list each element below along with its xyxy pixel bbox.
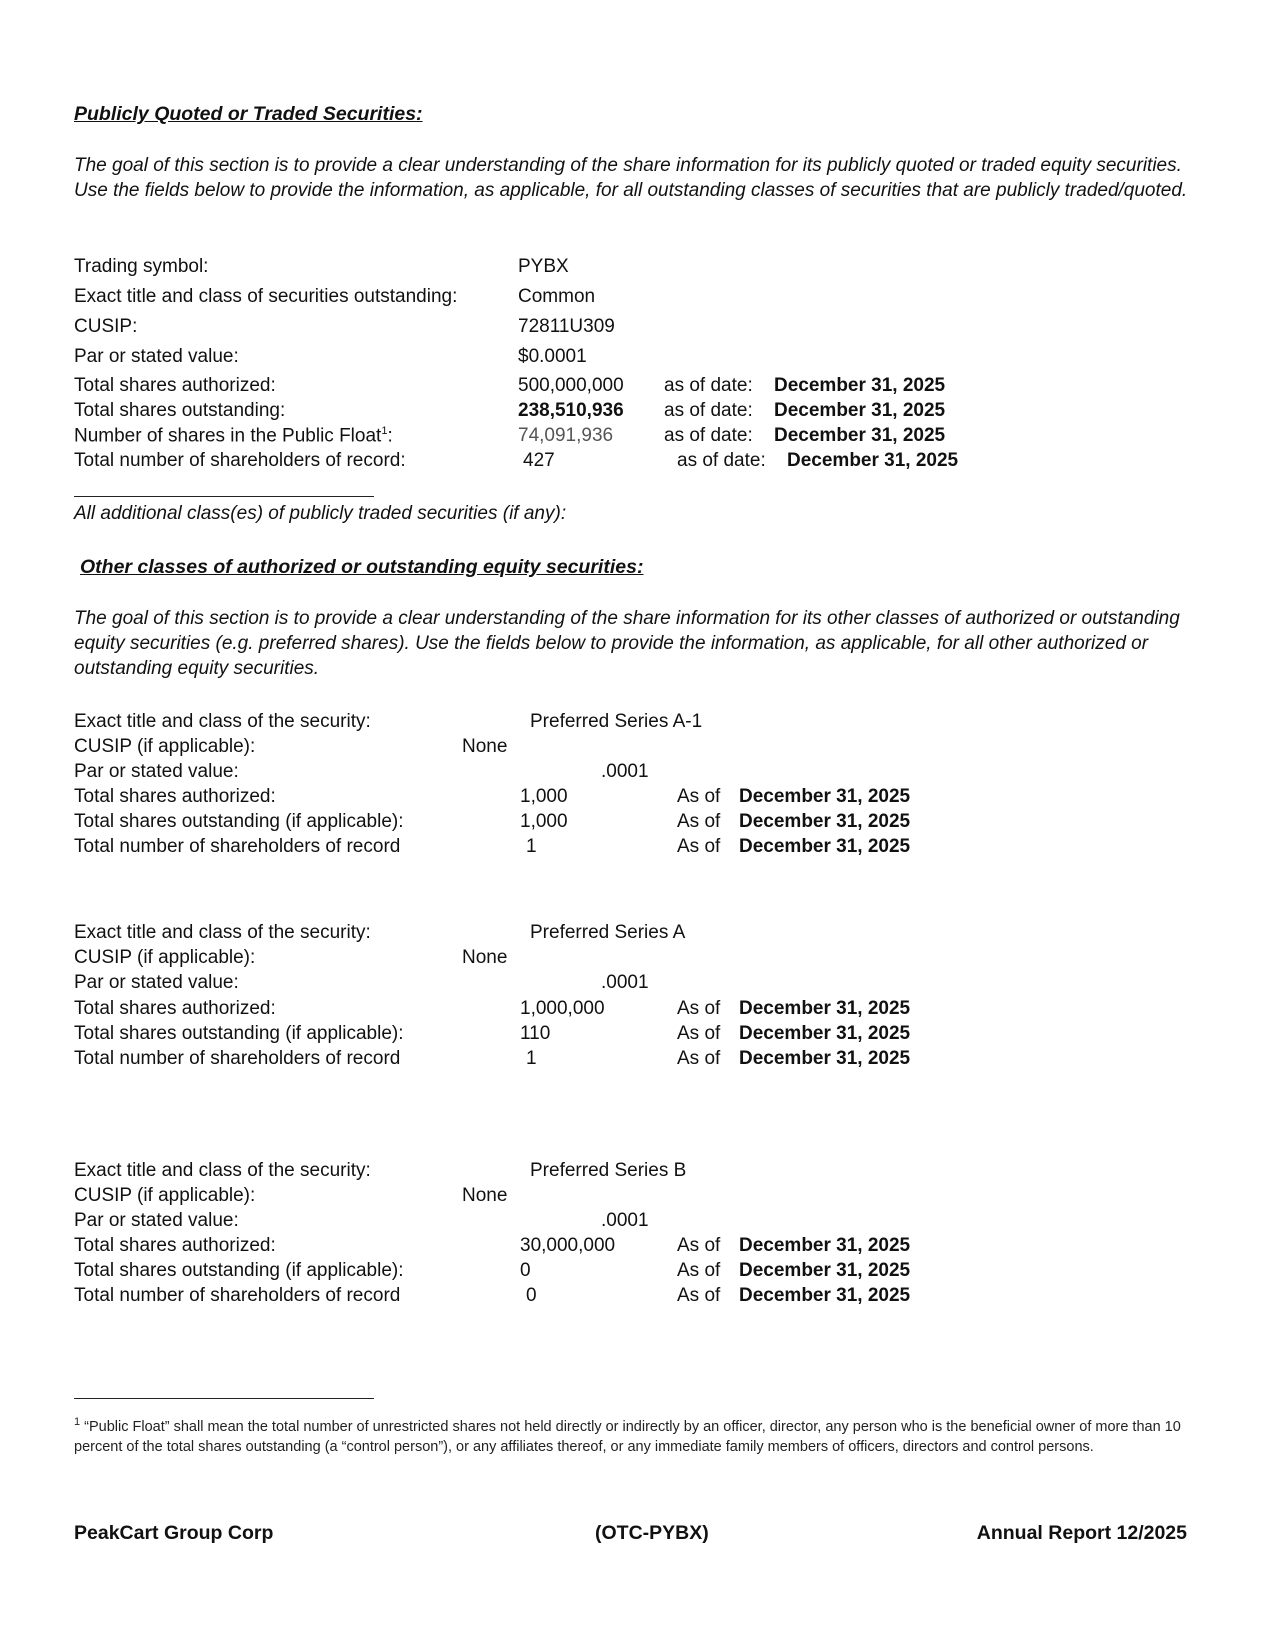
as-of-label: as of date: [664, 425, 753, 446]
shares-outstanding-label: Total shares outstanding: [74, 400, 286, 421]
public-float-colon: : [387, 425, 393, 447]
divider-line [74, 496, 374, 497]
as-of-label: As of [677, 1023, 721, 1044]
shares-authorized-value: 500,000,000 [518, 375, 624, 396]
par-value-label: Par or stated value: [74, 346, 239, 367]
as-of-date: December 31, 2025 [739, 1235, 911, 1256]
cusip-value: None [462, 1185, 508, 1206]
as-of-date: December 31, 2025 [739, 786, 911, 807]
cusip-label: CUSIP: [74, 316, 138, 337]
shares-outstanding-value: 1,000 [520, 811, 568, 832]
as-of-label: As of [677, 1285, 721, 1306]
shares-outstanding-value: 238,510,936 [518, 400, 624, 421]
cusip-value: 72811U309 [518, 316, 615, 337]
shares-outstanding-value: 110 [520, 1023, 551, 1044]
shares-outstanding-label: Total shares outstanding (if applicable): [74, 811, 404, 832]
as-of-label: As of [677, 998, 721, 1019]
footnote [74, 1412, 1204, 1457]
cusip-value: None [462, 947, 508, 968]
shares-authorized-value: 1,000 [520, 786, 568, 807]
public-float-label-text: Number of shares in the Public Float [74, 425, 382, 447]
par-value-label: Par or stated value: [74, 972, 239, 993]
additional-classes-text: All additional class(es) of publicly traded securities (if any): [74, 503, 567, 524]
as-of-date: December 31, 2025 [774, 400, 946, 421]
footnote-mark: 1 [74, 1416, 81, 1428]
security-class-value: Common [518, 286, 596, 307]
par-value-value: .0001 [601, 972, 649, 993]
trading-symbol-value: PYBX [518, 256, 569, 277]
security-title-value: Preferred Series A [530, 922, 686, 943]
shares-outstanding-label: Total shares outstanding (if applicable): [74, 1023, 404, 1044]
footnote-text: “Public Float” shall mean the total number of unrestricted shares not held directly or indirectly by an officer, director, any person who is the beneficial owner of more than 10 percent of the total shares outstanding (a “control person”), or any affiliates thereof, or any immediate family members of officers, directors and control persons. [74, 1418, 1181, 1455]
as-of-date: December 31, 2025 [739, 1023, 911, 1044]
section-heading-public: Publicly Quoted or Traded Securities: [74, 103, 423, 125]
as-of-date: December 31, 2025 [739, 998, 911, 1019]
public-float-value: 74,091,936 [518, 425, 614, 446]
shares-outstanding-value: 0 [520, 1260, 531, 1281]
footnote-divider [74, 1398, 374, 1399]
footer-company: PeakCart Group Corp [74, 1522, 274, 1544]
cusip-label: CUSIP (if applicable): [74, 1185, 256, 1206]
footer-report: Annual Report 12/2025 [976, 1522, 1187, 1544]
par-value-value: .0001 [601, 1210, 649, 1231]
shareholders-value: 427 [523, 450, 555, 471]
shareholders-value: 1 [526, 1048, 537, 1069]
security-title-label: Exact title and class of the security: [74, 711, 371, 732]
as-of-label: As of [677, 1235, 721, 1256]
shares-authorized-label: Total shares authorized: [74, 375, 276, 396]
shares-authorized-label: Total shares authorized: [74, 998, 276, 1019]
section-intro-public: The goal of this section is to provide a clear understanding of the share information for its publicly quoted or traded equity securities. Use the fields below to provide the information, as applicable, for all outstanding classes of securities that are publicly traded/quoted. [74, 155, 1188, 201]
as-of-label: As of [677, 836, 721, 857]
as-of-date: December 31, 2025 [739, 836, 911, 857]
shares-authorized-value: 1,000,000 [520, 998, 605, 1019]
shares-authorized-label: Total shares authorized: [74, 1235, 276, 1256]
shareholders-label: Total number of shareholders of record: [74, 450, 406, 471]
as-of-date: December 31, 2025 [774, 375, 946, 396]
as-of-date: December 31, 2025 [787, 450, 959, 471]
as-of-label: as of date: [677, 450, 766, 471]
footer-ticker: (OTC-PYBX) [595, 1522, 709, 1544]
section-intro-other: The goal of this section is to provide a clear understanding of the share information for its other classes of authorized or outstanding equity securities (e.g. preferred shares). Use the fields below to provide the information, as applicable, for all other authorized or outstanding equity securities. [74, 608, 1180, 679]
as-of-label: As of [677, 1048, 721, 1069]
as-of-label: As of [677, 786, 721, 807]
par-value-label: Par or stated value: [74, 1210, 239, 1231]
as-of-date: December 31, 2025 [739, 1260, 911, 1281]
shareholders-label: Total number of shareholders of record [74, 1048, 401, 1069]
security-title-label: Exact title and class of the security: [74, 1160, 371, 1181]
shareholders-label: Total number of shareholders of record [74, 836, 401, 857]
par-value-value: .0001 [601, 761, 649, 782]
as-of-label: As of [677, 811, 721, 832]
as-of-label: As of [677, 1260, 721, 1281]
footnote-ref: 1 [381, 425, 388, 437]
par-value-label: Par or stated value: [74, 761, 239, 782]
section-heading-other: Other classes of authorized or outstanding equity securities: [80, 556, 644, 578]
shares-outstanding-label: Total shares outstanding (if applicable): [74, 1260, 404, 1281]
security-class-label: Exact title and class of securities outstanding: [74, 286, 458, 307]
shares-authorized-label: Total shares authorized: [74, 786, 276, 807]
as-of-label: as of date: [664, 375, 753, 396]
cusip-label: CUSIP (if applicable): [74, 947, 256, 968]
as-of-date: December 31, 2025 [739, 1285, 911, 1306]
security-title-value: Preferred Series B [530, 1160, 687, 1181]
public-float-label [74, 425, 393, 447]
cusip-value: None [462, 736, 508, 757]
shareholders-value: 1 [526, 836, 537, 857]
as-of-date: December 31, 2025 [739, 811, 911, 832]
as-of-label: as of date: [664, 400, 753, 421]
security-title-label: Exact title and class of the security: [74, 922, 371, 943]
shareholders-value: 0 [526, 1285, 537, 1306]
par-value-value: $0.0001 [518, 346, 587, 367]
shares-authorized-value: 30,000,000 [520, 1235, 616, 1256]
trading-symbol-label: Trading symbol: [74, 256, 209, 277]
cusip-label: CUSIP (if applicable): [74, 736, 256, 757]
security-title-value: Preferred Series A-1 [530, 711, 703, 732]
as-of-date: December 31, 2025 [774, 425, 946, 446]
shareholders-label: Total number of shareholders of record [74, 1285, 401, 1306]
as-of-date: December 31, 2025 [739, 1048, 911, 1069]
